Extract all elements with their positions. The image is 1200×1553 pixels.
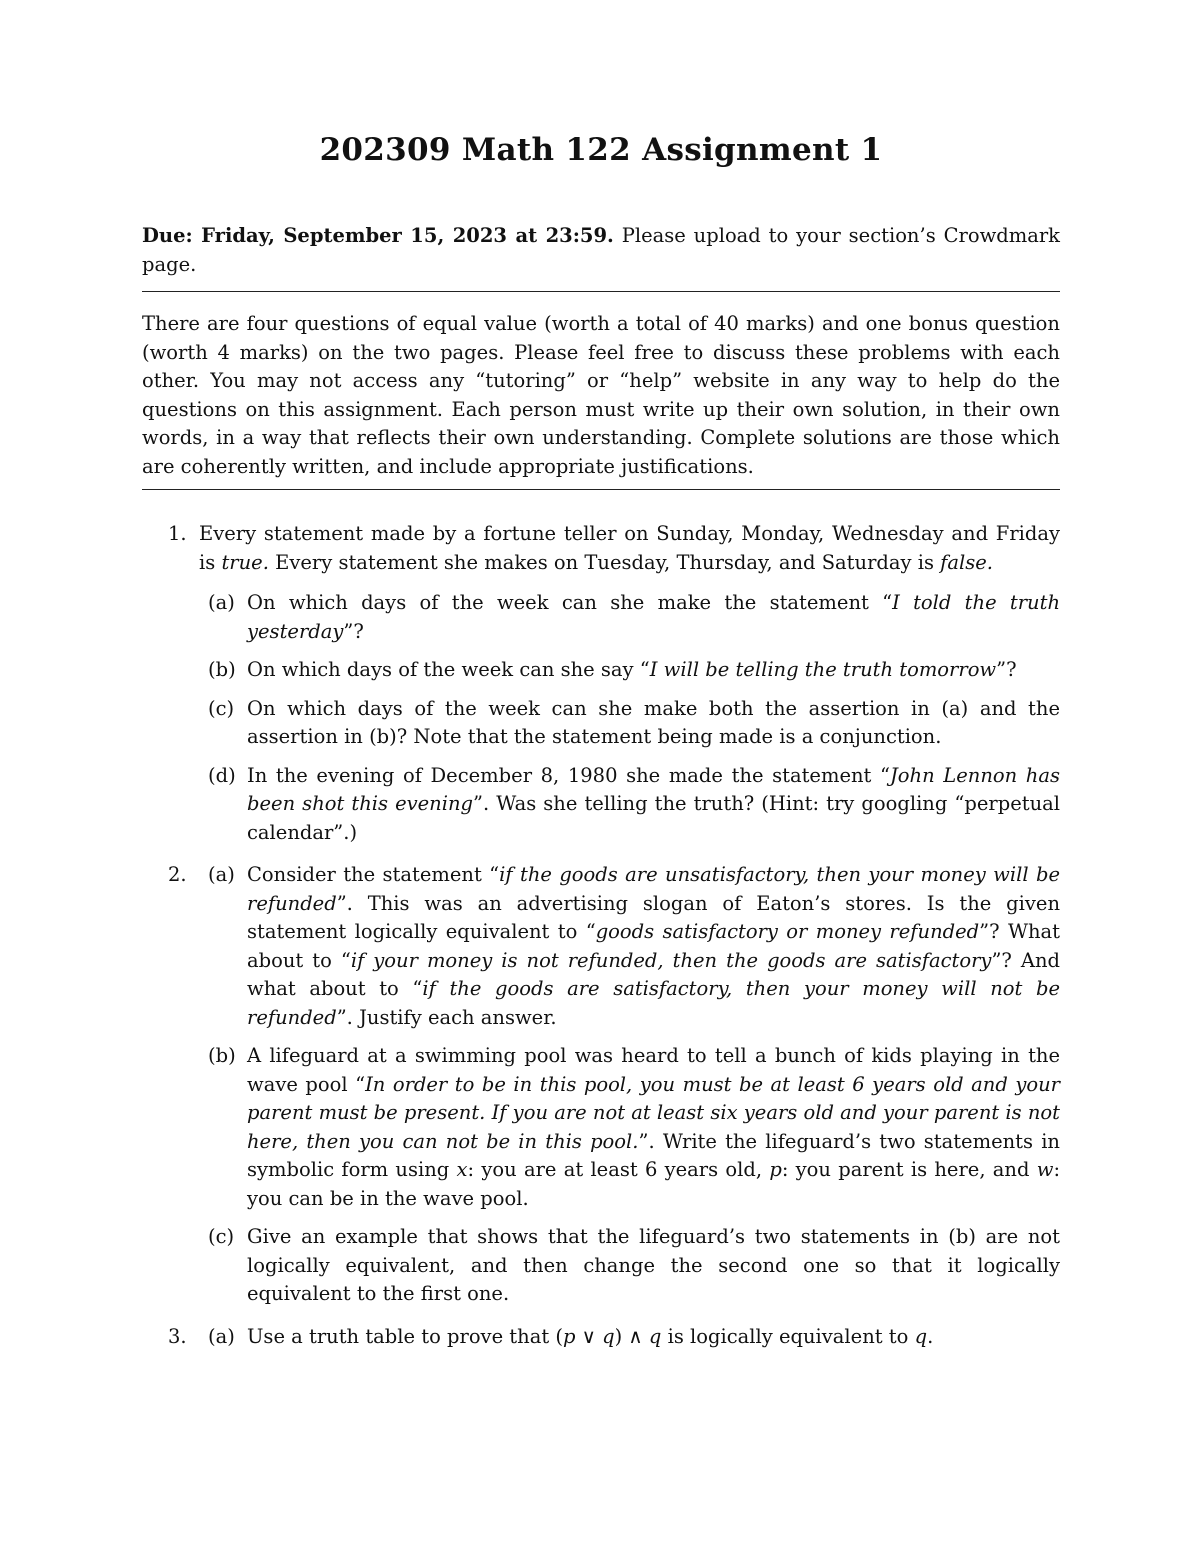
quoted-statement: John Lennon has been shot this evening (247, 763, 1060, 815)
question-3a (199, 1323, 1060, 1352)
part-label: (b) (208, 1044, 236, 1067)
part-text: : you parent is here, and (781, 1158, 1037, 1181)
quoted-statement: I told the truth yesterday (247, 591, 1061, 643)
divider-top (142, 291, 1060, 292)
part-text: On which days of the week can she make the statement “ (247, 591, 893, 614)
question-1a (199, 589, 1060, 646)
part-text: ”. This was an advertising slogan of Eaton’s stores. Is the given statement logically equivalent to “ (247, 891, 1060, 943)
document-page (142, 130, 1060, 1365)
question-1b (199, 656, 1060, 685)
question-2 (142, 861, 1060, 1309)
quoted-statement: if the goods are unsatisfactory, then your money will be refunded (247, 863, 1060, 915)
part-text: Consider the statement “ (247, 863, 500, 886)
part-text: A lifeguard at a swimming pool was heard to tell a bunch of kids playing in the wave pool “ (247, 1044, 1060, 1096)
question-1d (199, 762, 1060, 848)
part-text: Give an example that shows that the lifeguard’s two statements in (b) are not logically equivalent, and then change the second one so that it logically equivalent to the first one. (247, 1225, 1060, 1305)
part-label: (a) (208, 591, 235, 614)
math-variable: q (648, 1324, 662, 1348)
due-line (142, 222, 1060, 279)
quoted-statement: In order to be in this pool, you must be at least 6 years old and your parent must be present. If you are not at least six years old and your parent is not here, then you can not be in this pool. (247, 1072, 1060, 1153)
divider-bottom (142, 489, 1060, 490)
part-label: (a) (208, 1324, 235, 1348)
part-text: ”? What about to “ (247, 920, 1061, 972)
part-text: Use a truth table to prove that ( (247, 1324, 563, 1348)
part-text: . (927, 1324, 934, 1348)
part-text: ”. Justify each answer. (336, 1005, 557, 1029)
part-label: (c) (208, 1225, 235, 1248)
math-variable: q (602, 1324, 615, 1348)
part-text: : you are at least 6 years old, (467, 1158, 770, 1181)
question-1-stem (199, 520, 1060, 577)
question-2c (199, 1223, 1060, 1309)
quoted-statement: goods satisfactory or money refunded (595, 920, 980, 943)
stem-text: Every statement she makes on Tuesday, Thursday, and Saturday is (268, 550, 941, 574)
question-number: 1. (168, 522, 187, 545)
math-variable: x (456, 1158, 468, 1181)
part-label: (b) (208, 658, 236, 681)
part-text: On which days of the week can she say “ (247, 658, 650, 681)
assignment-title: 202309 Math 122 Assignment 1 (319, 132, 883, 168)
part-text: is logically equivalent to (661, 1324, 915, 1348)
question-number: 3. (168, 1324, 187, 1348)
math-variable: w (1036, 1158, 1054, 1181)
math-variable: q (914, 1324, 928, 1348)
part-text: ”. Was she telling the truth? (Hint: try googling “perpetual calendar”.) (247, 792, 1060, 844)
math-operator: ∨ (575, 1324, 603, 1348)
question-1 (142, 520, 1060, 847)
part-text: ”. Write the lifeguard’s two statements in symbolic form using (247, 1129, 1060, 1181)
part-text: On which days of the week can she make both the assertion in (a) and the assertion in (b)? Note that the statement being made is a conjunction. (247, 696, 1060, 748)
question-3 (142, 1323, 1060, 1352)
part-text: In the evening of December 8, 1980 she made the statement “ (247, 763, 890, 787)
part-text: ”? (996, 658, 1017, 681)
part-label: (c) (208, 696, 235, 720)
question-number: 2. (168, 863, 187, 886)
part-text: ) ∧ (614, 1324, 649, 1348)
part-text: ”? And what about to “ (247, 948, 1060, 1000)
part-label: (a) (208, 863, 235, 886)
question-1c (199, 695, 1060, 752)
question-1-parts (199, 589, 1060, 847)
intro-paragraph: There are four questions of equal value (worth a total of 40 marks) and one bonus question (worth 4 marks) on the two pages. Please feel free to discuss these problems with each other. You may not access any “tutoring” or “help” website in any way to help do the questions on this assignment. Each person must write up their own solution, in their own words, in a way that reflects their own understanding. Complete solutions are those which are coherently written, and include appropriate justifications. (142, 312, 1060, 478)
part-label: (d) (208, 763, 236, 787)
quoted-statement: I will be telling the truth tomorrow (649, 658, 997, 681)
part-text: : you can be in the wave pool. (247, 1158, 1061, 1210)
stem-true: true. (221, 550, 269, 574)
question-2b (199, 1042, 1060, 1213)
quoted-statement: if your money is not refunded, then the goods are satisfactory (350, 948, 992, 972)
math-variable: p (769, 1158, 782, 1181)
question-2a (199, 861, 1060, 1032)
upload-instructions: Please upload to your section’s Crowdmark page. (142, 224, 1060, 276)
stem-false: false. (940, 550, 993, 574)
quoted-statement: if the goods are satisfactory, then your money will not be refunded (247, 977, 1060, 1029)
stem-text: Every statement made by a fortune teller on Sunday, Monday, Wednesday and Friday is (199, 522, 1060, 574)
math-variable: p (562, 1324, 576, 1348)
due-date: Due: Friday, September 15, 2023 at 23:59. (142, 224, 614, 247)
part-text: ”? (343, 619, 364, 643)
question-2-parts (199, 861, 1060, 1309)
question-3-parts (199, 1323, 1060, 1352)
